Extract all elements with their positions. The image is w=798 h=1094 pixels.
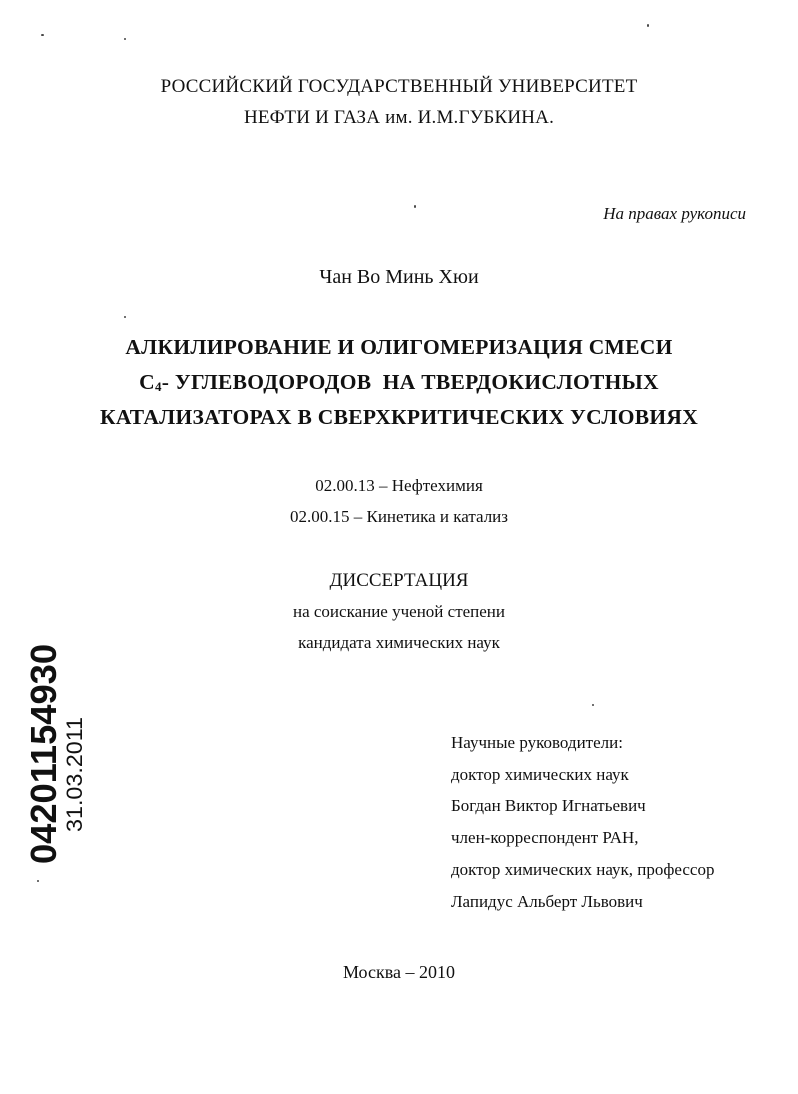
scan-speck — [592, 704, 594, 706]
stamp-code: 04201154930 — [23, 642, 64, 864]
stamp-date: 31.03.2011 — [62, 723, 87, 832]
supervisors-heading: Научные руководители: — [451, 733, 623, 752]
title-line1: АЛКИЛИРОВАНИЕ И ОЛИГОМЕРИЗАЦИЯ СМЕСИ — [125, 335, 673, 359]
supervisors-block — [451, 727, 714, 917]
supervisor-line: Богдан Виктор Игнатьевич — [451, 796, 646, 816]
supervisor-line: Лапидус Альберт Львович — [451, 891, 643, 911]
scan-speck — [124, 316, 126, 318]
supervisor-line: доктор химических наук, профессор — [451, 859, 715, 879]
library-stamp — [20, 642, 87, 864]
title-line2-subscript: 4 — [154, 379, 162, 394]
university-name-line2: НЕФТИ И ГАЗА им. И.М.ГУБКИНА. — [243, 107, 555, 128]
title-line3: КАТАЛИЗАТОРАХ В СВЕРХКРИТИЧЕСКИХ УСЛОВИЯХ — [99, 405, 699, 429]
specialty-1: 02.00.13 – Нефтехимия — [315, 476, 483, 495]
specialty-2: 02.00.15 – Кинетика и катализ — [290, 507, 508, 526]
supervisor-line: доктор химических наук — [451, 764, 629, 784]
title-line2-prefix: С — [139, 370, 155, 394]
manuscript-rights-note: На правах рукописи — [603, 204, 746, 223]
scan-speck — [647, 24, 649, 27]
scan-speck — [414, 205, 416, 208]
scan-speck — [41, 34, 44, 36]
supervisor-line: член-корреспондент РАН, — [451, 828, 639, 848]
scan-speck — [124, 38, 126, 40]
title-line2 — [0, 370, 798, 395]
dissertation-degree-line1: на соискание ученой степени — [292, 602, 506, 621]
dissertation-heading: ДИССЕРТАЦИЯ — [329, 570, 469, 591]
city-year: Москва – 2010 — [343, 962, 455, 982]
title-line2-rest: - УГЛЕВОДОРОДОВ НА ТВЕРДОКИСЛОТНЫХ — [161, 370, 659, 394]
dissertation-degree-line2: кандидата химических наук — [298, 633, 500, 652]
author-name: Чан Во Минь Хюи — [319, 266, 479, 288]
scan-speck — [37, 880, 39, 882]
university-name-line1: РОССИЙСКИЙ ГОСУДАРСТВЕННЫЙ УНИВЕРСИТЕТ — [160, 76, 638, 97]
